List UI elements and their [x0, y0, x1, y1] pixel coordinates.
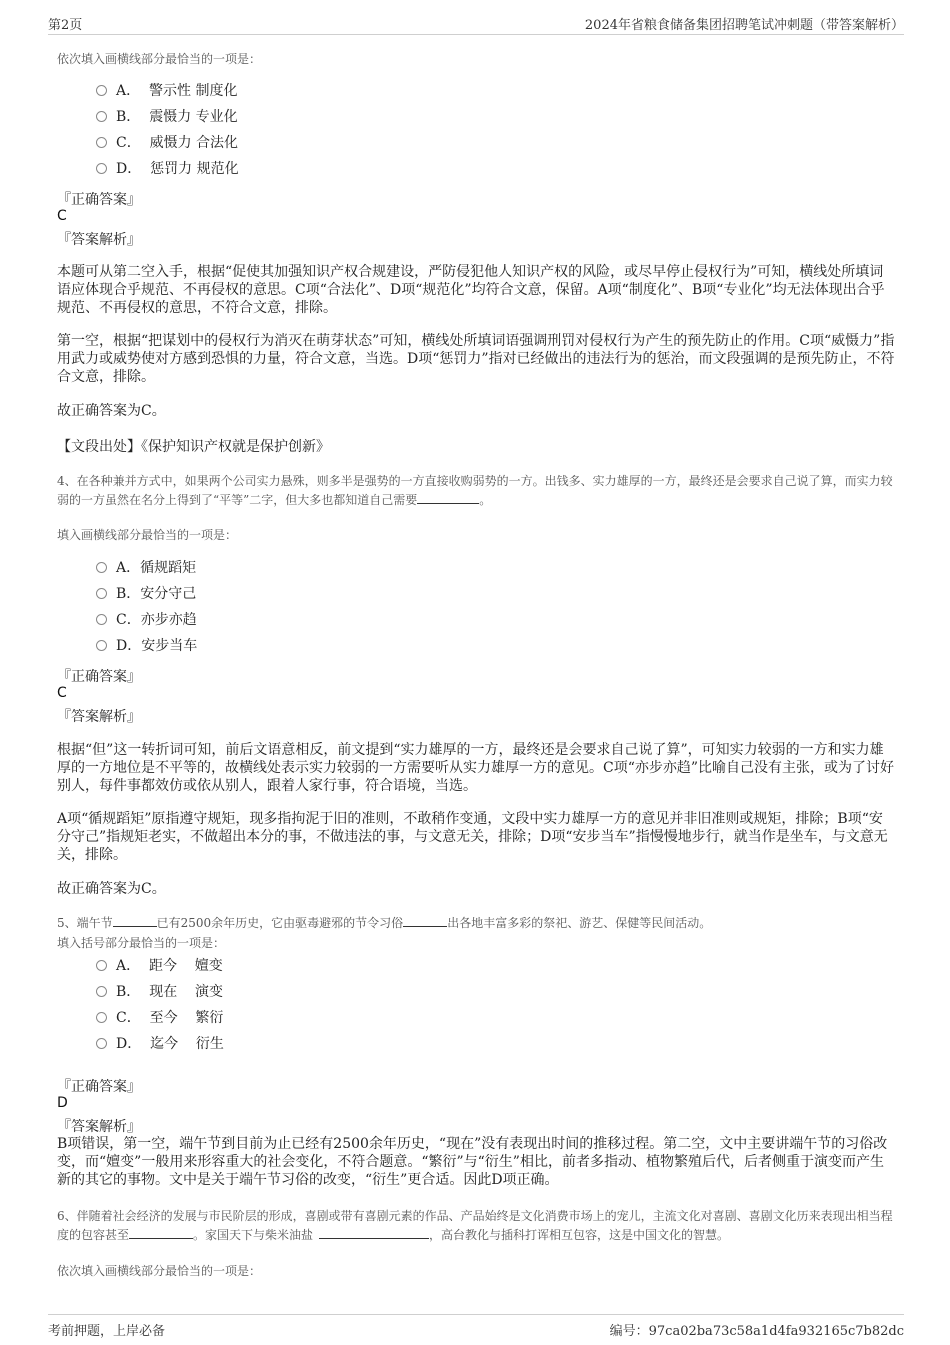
q4-option-d[interactable]: D．安步当车 — [96, 636, 197, 656]
blank-line — [319, 1226, 429, 1239]
q5-prompt: 填入括号部分最恰当的一项是： — [57, 936, 226, 950]
q3-conclusion: 故正确答案为C。 — [57, 403, 166, 419]
q6-prompt: 依次填入画横线部分最恰当的一项是： — [57, 1264, 262, 1278]
q5-answer-label: 『正确答案』 — [57, 1079, 141, 1095]
q5-analysis-para: B项错误，第一空，端午节到目前为止已经有2500余年历史，“现在”没有表现出时间的推移过程。第二空，文中主要讲端午节的习俗改变，而“嬗变”一般用来形容重大的社会变化，不符合题意。“繁衍”与“衍生”相比，前者多指动、植物繁殖后代，后者侧重于演变而产生新的其它的事物。文中是关于端午节习俗的改变，“衍生”更合适。因此D项正确。 — [57, 1136, 888, 1188]
radio-icon[interactable] — [96, 614, 107, 625]
q4-answer: C — [57, 685, 67, 701]
blank-line — [129, 1226, 193, 1239]
page-number: 第2页 — [48, 18, 83, 33]
radio-icon[interactable] — [96, 1012, 107, 1023]
radio-icon[interactable] — [96, 640, 107, 651]
q4-option-c[interactable]: C．亦步亦趋 — [96, 610, 197, 630]
q3-source: 【文段出处】《保护知识产权就是保护创新》 — [57, 439, 330, 455]
q6-question: 6、伴随着社会经济的发展与市民阶层的形成，喜剧或带有喜剧元素的作品、产品始终是文化消费市场上的宠儿，主流文化对喜剧、喜剧文化历来表现出相当程度的包容甚至 。家国天下与柴米油盐 ，高台教化与插科打诨相互包容，这是中国文化的智慧。 — [57, 1209, 893, 1242]
q5-option-c[interactable]: C． 至今 繁衍 — [96, 1008, 223, 1028]
q5-analysis-label: 『答案解析』 — [57, 1119, 141, 1135]
q4-analysis-para-1: 根据“但”这一转折词可知，前后文语意相反，前文提到“实力雄厚的一方，最终还是会要求自己说了算”，可知实力较弱的一方和实力雄厚的一方地位是不平等的，故横线处表示实力较弱的一方需要听从实力雄厚一方的意见。C项“亦步亦趋”比喻自己没有主张，或为了讨好别人，每件事都效仿或依从别人，跟着人家行事，符合语境，当选。 — [57, 742, 895, 794]
blank-line — [417, 491, 479, 504]
q3-analysis-para-1: 本题可从第二空入手，根据“促使其加强知识产权合规建设，严防侵犯他人知识产权的风险，或尽早停止侵权行为”可知，横线处所填词语应体现合乎规范、不再侵权的意思。C项“合法化”、D项“规范化”均符合文意，保留。A项“制度化”、B项“专业化”均无法体现出合乎规范、不再侵权的意思，不符合文意，排除。 — [57, 264, 885, 316]
q4-question: 4、在各种兼并方式中，如果两个公司实力悬殊，则多半是强势的一方直接收购弱势的一方。出钱多、实力雄厚的一方，最终还是会要求自己说了算，而实力较弱的一方虽然在名分上得到了“平等”二字，但大多也都知道自己需要 。 — [57, 474, 893, 507]
radio-icon[interactable] — [96, 85, 107, 96]
q3-answer-label: 『正确答案』 — [57, 192, 141, 208]
blank-line — [113, 914, 157, 927]
q4-analysis-label: 『答案解析』 — [57, 709, 141, 725]
radio-icon[interactable] — [96, 163, 107, 174]
q4-answer-label: 『正确答案』 — [57, 669, 141, 685]
page-footer — [48, 1314, 904, 1338]
q3-option-b[interactable]: B． 震慑力 专业化 — [96, 107, 238, 127]
q4-option-b[interactable]: B．安分守己 — [96, 584, 196, 604]
radio-icon[interactable] — [96, 562, 107, 573]
q5-option-b[interactable]: B． 现在 演变 — [96, 982, 223, 1002]
document-id: 编号：97ca02ba73c58a1d4fa932165c7b82dc — [609, 1324, 904, 1339]
q5-question: 5、端午节 已有2500余年历史，它由驱毒避邪的节令习俗 出各地丰富多彩的祭祀、游艺、保健等民间活动。 — [57, 916, 712, 930]
q4-prompt: 填入画横线部分最恰当的一项是： — [57, 528, 238, 542]
q3-option-d[interactable]: D． 惩罚力 规范化 — [96, 159, 239, 179]
q3-prompt: 依次填入画横线部分最恰当的一项是： — [57, 52, 262, 66]
q3-option-c[interactable]: C． 威慑力 合法化 — [96, 133, 238, 153]
q3-analysis-para-2: 第一空，根据“把谋划中的侵权行为消灭在萌芽状态”可知，横线处所填词语强调刑罚对侵权行为产生的预先防止的作用。C项“威慑力”指用武力或威势使对方感到恐惧的力量，符合文意，当选。D项“惩罚力”指对已经做出的违法行为的惩治，而文段强调的是预先防止，不符合文意，排除。 — [57, 333, 895, 385]
document-title: 2024年省粮食储备集团招聘笔试冲刺题（带答案解析） — [584, 18, 904, 33]
radio-icon[interactable] — [96, 137, 107, 148]
q4-option-a[interactable]: A．循规蹈矩 — [96, 558, 196, 578]
q5-option-a[interactable]: A． 距今 嬗变 — [96, 956, 223, 976]
q3-analysis-label: 『答案解析』 — [57, 232, 141, 248]
radio-icon[interactable] — [96, 986, 107, 997]
q5-option-d[interactable]: D． 迄今 衍生 — [96, 1034, 224, 1054]
blank-line — [403, 914, 447, 927]
footer-slogan: 考前押题，上岸必备 — [48, 1324, 166, 1339]
q4-conclusion: 故正确答案为C。 — [57, 881, 166, 897]
radio-icon[interactable] — [96, 588, 107, 599]
q3-answer: C — [57, 208, 67, 224]
radio-icon[interactable] — [96, 111, 107, 122]
radio-icon[interactable] — [96, 1038, 107, 1049]
q3-option-a[interactable]: A． 警示性 制度化 — [96, 81, 237, 101]
page-header — [48, 14, 904, 35]
radio-icon[interactable] — [96, 960, 107, 971]
q5-answer: D — [57, 1095, 68, 1111]
q4-analysis-para-2: A项“循规蹈矩”原指遵守规矩，现多指拘泥于旧的准则，不敢稍作变通，文段中实力雄厚一方的意见并非旧准则或规矩，排除；B项“安分守己”指规矩老实，不做超出本分的事，不做违法的事，与文意无关，排除；D项“安步当车”指慢慢地步行，就当作是坐车，与文意无关，排除。 — [57, 811, 888, 863]
